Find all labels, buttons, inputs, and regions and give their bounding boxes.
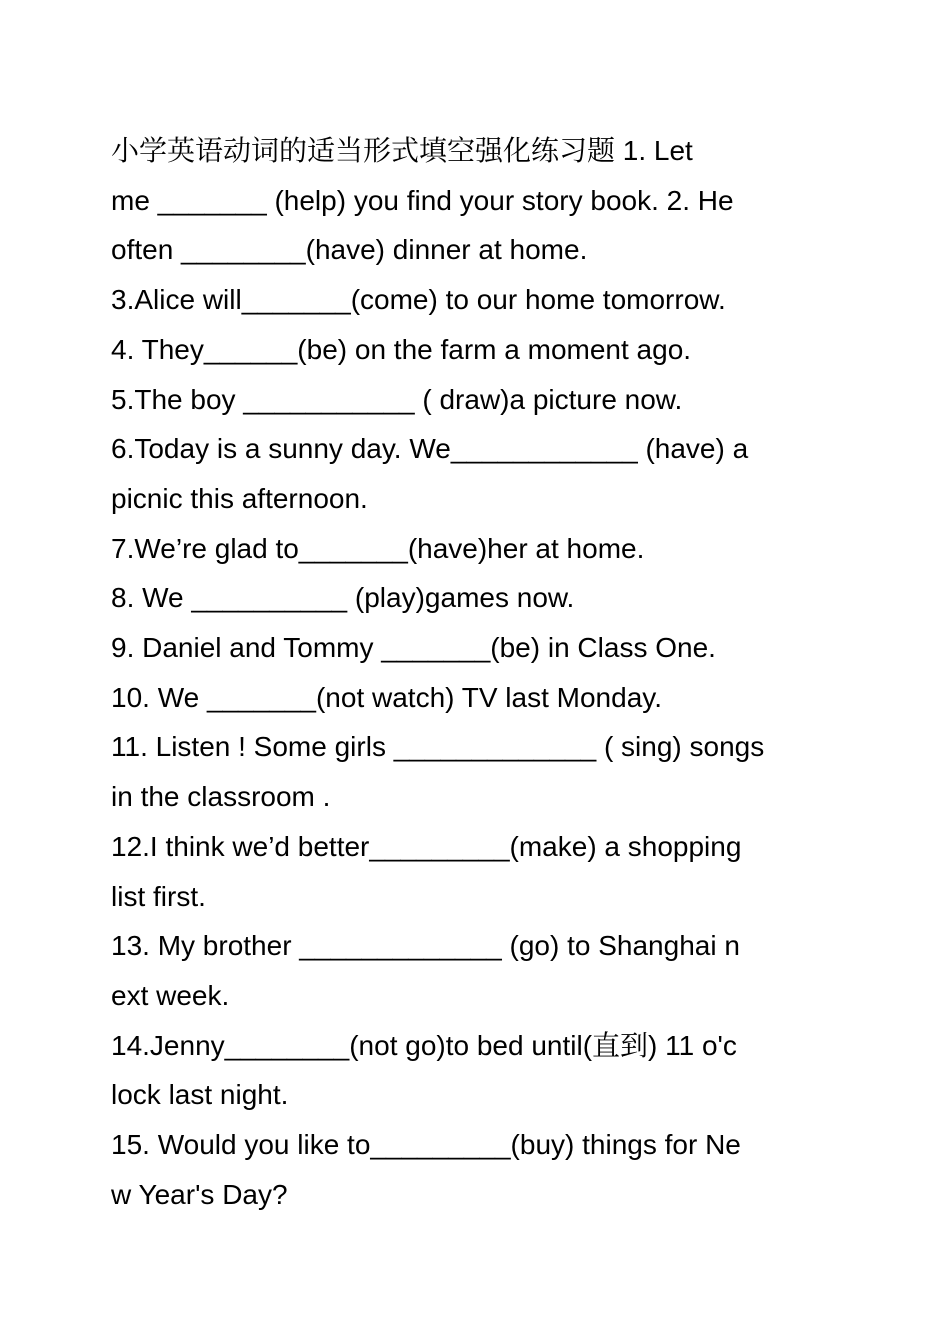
title-line: 小学英语动词的适当形式填空强化练习题 1. Let [111, 135, 693, 166]
question-11: 11. Listen ! Some girls _____________ ( sing) songs [111, 731, 765, 763]
question-15: 15. Would you like to_________(buy) things for Ne [111, 1129, 741, 1161]
question-13: 13. My brother _____________ (go) to Shanghai n [111, 930, 740, 962]
question-12-continued: list first. [111, 880, 206, 912]
question-6-continued: picnic this afternoon. [111, 482, 368, 514]
question-12: 12.I think we’d better_________(make) a shopping [111, 830, 742, 862]
question-15-continued: w Year's Day? [111, 1178, 288, 1210]
worksheet-text [111, 126, 846, 1219]
question-8: 8. We __________ (play)games now. [111, 582, 575, 614]
question-3: 3.Alice will_______(come) to our home tomorrow. [111, 284, 726, 316]
question-10: 10. We _______(not watch) TV last Monday. [111, 681, 662, 713]
text-line: often ________(have) dinner at home. [111, 234, 588, 266]
question-14-continued: lock last night. [111, 1079, 289, 1111]
question-11-continued: in the classroom . [111, 781, 331, 813]
question-4: 4. They______(be) on the farm a moment ago. [111, 333, 692, 365]
text-line: me _______ (help) you find your story book. 2. He [111, 184, 734, 216]
question-13-continued: ext week. [111, 979, 230, 1011]
question-5: 5.The boy ___________ ( draw)a picture now. [111, 383, 683, 415]
question-6: 6.Today is a sunny day. We____________ (have) a [111, 433, 749, 465]
question-14: 14.Jenny________(not go)to bed until(直到) 11 o'c [111, 1029, 737, 1061]
question-9: 9. Daniel and Tommy _______(be) in Class One. [111, 632, 716, 664]
question-7: 7.We’re glad to_______(have)her at home. [111, 532, 645, 564]
